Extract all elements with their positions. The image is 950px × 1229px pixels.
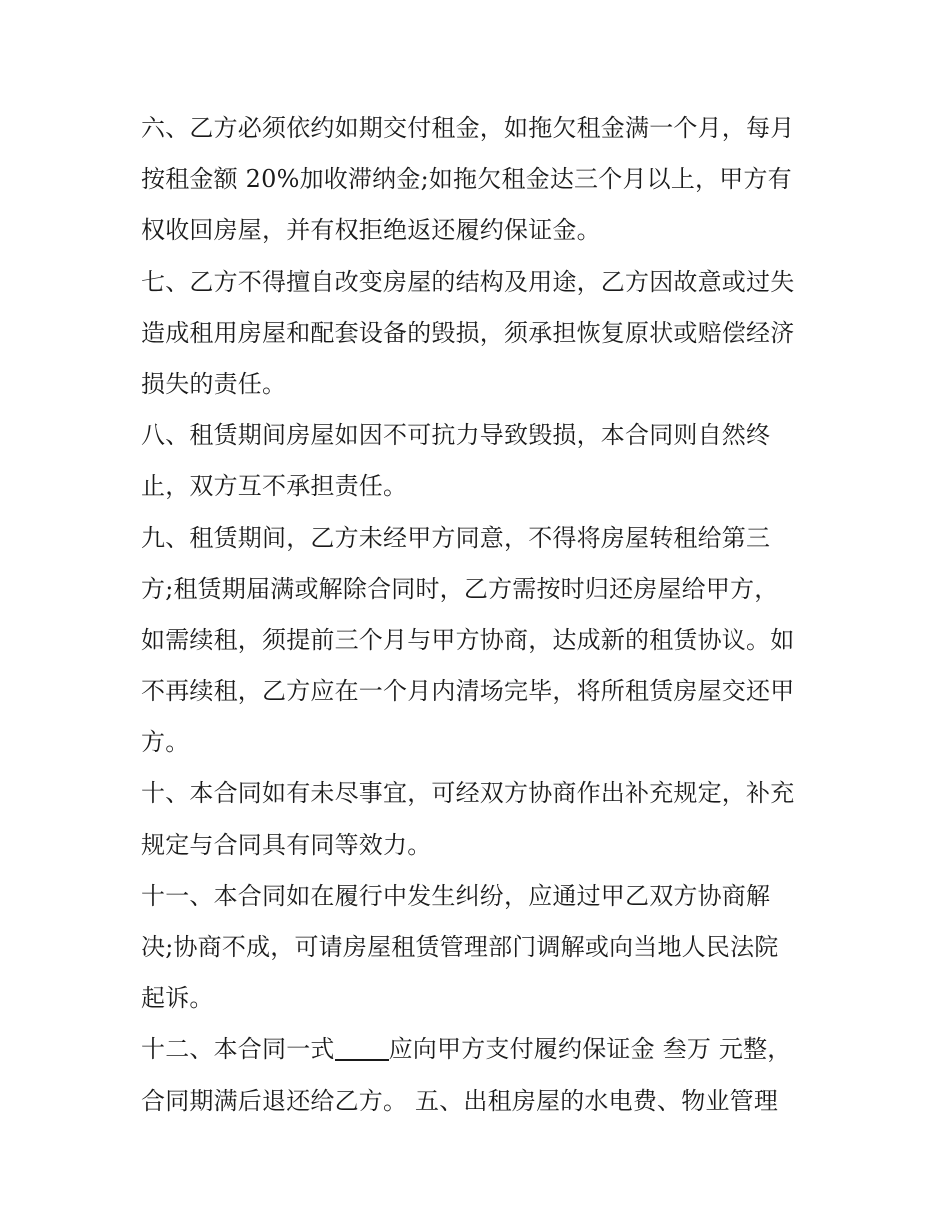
text-line: 六、乙方必须依约如期交付租金，如拖欠租金满一个月，每月 (141, 114, 795, 142)
text-line: 规定与合同具有同等效力。 (141, 830, 432, 859)
contract-body (141, 103, 821, 1127)
text-line: 如需续租，须提前三个月与甲方协商，达成新的租赁协议。如 (141, 625, 795, 654)
text-line: 九、租赁期间，乙方未经甲方同意，不得将房屋转租给第三 (141, 523, 771, 552)
fill-in-blank (335, 1035, 389, 1061)
text-line: 损失的责任。 (141, 369, 287, 398)
text-line: 决;协商不成，可请房屋租赁管理部门调解或向当地人民法院 (141, 933, 779, 961)
clause-twelve-suffix: 应向甲方支付履约保证金 叁万 元整， (388, 1035, 792, 1064)
text-line: 起诉。 (141, 984, 214, 1013)
text-line: 造成租用房屋和配套设备的毁损，须承担恢复原状或赔偿经济 (141, 318, 795, 347)
text-line: 十、本合同如有未尽事宜，可经双方协商作出补充规定，补充 (141, 779, 795, 808)
text-line: 方;租赁期届满或解除合同时，乙方需按时归还房屋给甲方， (141, 574, 779, 603)
text-line: 合同期满后退还给乙方。 五、出租房屋的水电费、物业管理 (141, 1086, 779, 1115)
text-line: 权收回房屋，并有权拒绝返还履约保证金。 (141, 216, 601, 245)
clause-twelve-prefix: 十二、本合同一式 (141, 1035, 335, 1064)
text-line: 七、乙方不得擅自改变房屋的结构及用途，乙方因故意或过失 (141, 267, 795, 296)
text-line: 不再续租，乙方应在一个月内清场完毕，将所租赁房屋交还甲 (141, 677, 795, 706)
text-line: 方。 (141, 728, 190, 757)
text-line: 十一、本合同如在履行中发生纠纷，应通过甲乙双方协商解 (141, 881, 771, 910)
text-line: 止，双方互不承担责任。 (141, 472, 408, 501)
text-line-with-blank (141, 1024, 821, 1075)
text-line: 按租金额 20%加收滞纳金;如拖欠租金达三个月以上，甲方有 (141, 165, 792, 194)
text-line: 八、租赁期间房屋如因不可抗力导致毁损，本合同则自然终 (141, 421, 771, 450)
